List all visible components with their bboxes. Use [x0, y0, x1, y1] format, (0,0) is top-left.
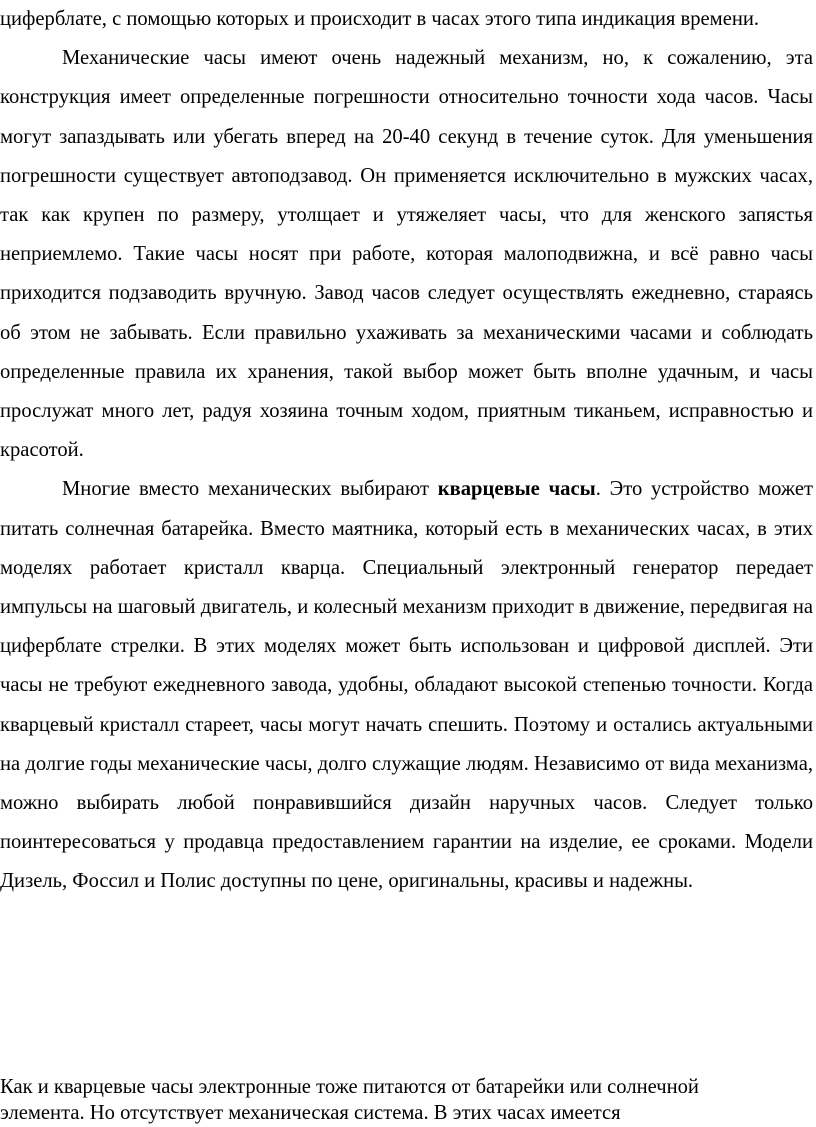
paragraph-intro-end: циферблате, с помощью которых и происходит в часах этого типа индикация времени. — [0, 8, 760, 30]
quartz-bold-term: кварцевые часы — [437, 478, 596, 501]
quartz-lead-text: Многие вместо механических выбирают — [62, 478, 438, 501]
paragraph-mechanical-watches: Механические часы имеют очень надежный механизм, но, к сожалению, эта конструкция имеет определенные погрешности относительно точности хода часов. Часы могут запаздывать или убегать вперед на 20-40 секунд в течение суток. Для уменьшения погрешности существует автоподзавод. Он применяется исключительно в мужских часах, так как крупен по размеру, утолщает и утяжеляет часы, что для женского запястья неприемлемо. Такие часы носят при работе, которая малоподвижна, и всё равно часы приходится подзаводить вручную. Завод часов следует осуществлять ежедневно, стараясь об этом не забывать. Если правильно ухаживать за механическими часами и соблюдать определенные правила их хранения, такой выбор может быть вполне удачным, и часы прослужат много лет, радуя хозяина точным ходом, приятным тиканьем, исправностью и красотой. — [0, 47, 813, 462]
electronic-line-2: элемента. Но отсутствует механическая система. В этих часах имеется — [0, 1102, 621, 1125]
paragraph-quartz-watches — [0, 470, 813, 901]
quartz-rest-text: . Это устройство может питать солнечная батарейка. Вместо маятника, который есть в механических часах, в этих моделях работает кристалл кварца. Специальный электронный генератор передает импульсы на шаговый двигатель, и колесный механизм приходит в движение, передвигая на циферблате стрелки. В этих моделях может быть использован и цифровой дисплей. Эти часы не требуют ежедневного завода, удобны, обладают высокой степенью точности. Когда кварцевый кристалл стареет, часы могут начать спешить. Поэтому и остались актуальными на долгие годы механические часы, долго служащие людям. Независимо от вида механизма, можно выбирать любой понравившийся дизайн наручных часов. Следует только поинтересоваться у продавца предоставлением гарантии на изделие, ее сроками. Модели Дизель, Фоссил и Полис доступны по цене, оригинальны, красивы и надежны. — [0, 478, 813, 893]
paragraph-electronic-watches — [0, 1074, 816, 1127]
electronic-line-1: Как и кварцевые часы электронные тоже питаются от батарейки или солнечной — [0, 1076, 699, 1098]
